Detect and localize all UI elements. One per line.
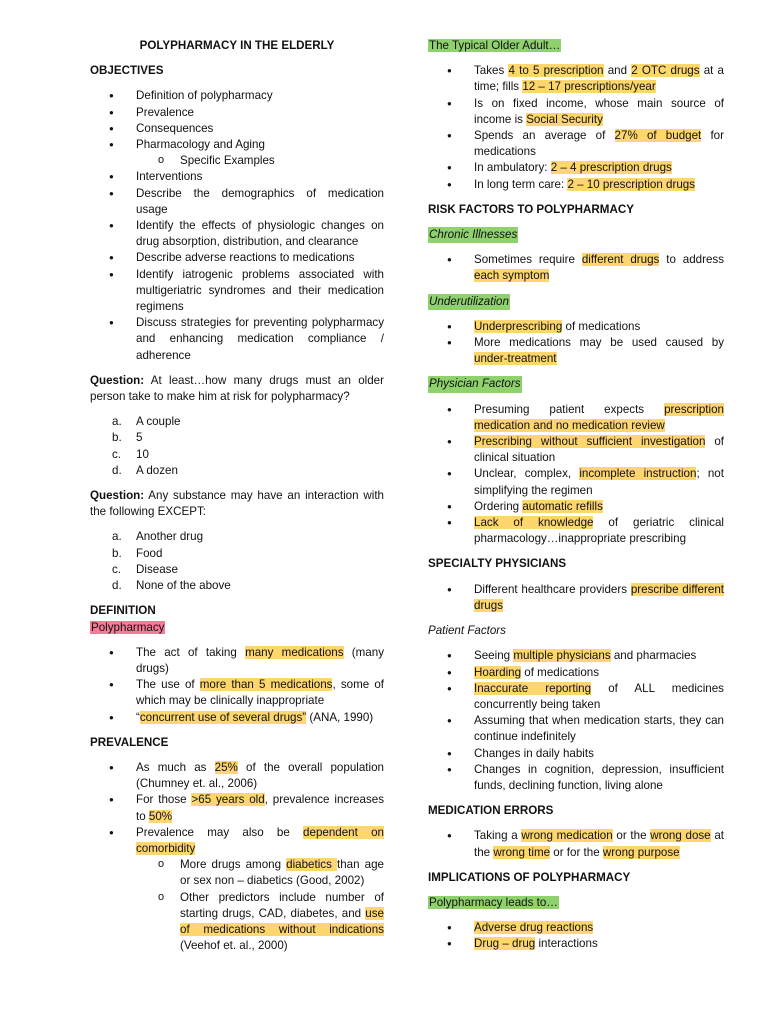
chronic-list	[428, 252, 724, 284]
question-text: At least…how many drugs must an older person take to make him at risk for polypharmacy?	[90, 373, 384, 404]
highlight: multiple physicians	[513, 649, 611, 663]
list-item: ● Consequences	[90, 121, 384, 137]
text: More drugs among	[180, 858, 287, 872]
option-item	[90, 414, 384, 430]
text: (ANA, 1990)	[306, 710, 374, 724]
highlight: each symptom	[474, 269, 550, 283]
list-item	[428, 335, 724, 367]
text: In long term care:	[474, 177, 568, 191]
objectives-list	[90, 88, 384, 153]
option-text: Another drug	[136, 530, 204, 544]
objectives-sublist	[90, 153, 384, 169]
prevalence-sublist	[90, 857, 384, 954]
list-item: ● Pharmacology and Aging	[90, 137, 384, 153]
question-text: Any substance may have an interaction with the following EXCEPT:	[90, 489, 384, 519]
text: , prevalence increases to	[136, 793, 384, 823]
highlight: Lack of knowledge	[474, 516, 594, 530]
list-item: ● Prevalence	[90, 105, 384, 121]
list-item: ● Definition of polypharmacy	[90, 88, 384, 104]
list-item	[428, 499, 724, 515]
physician-factors-heading: Physician Factors	[428, 376, 522, 392]
highlight: different drugs	[581, 253, 660, 267]
option-item	[90, 447, 384, 463]
objectives-heading: OBJECTIVES	[90, 64, 164, 78]
list-item	[90, 825, 384, 857]
list-item	[428, 466, 724, 498]
option-item	[90, 546, 384, 562]
highlight: 12 – 17 prescriptions/year	[522, 80, 656, 94]
text: As much as	[136, 760, 215, 774]
text: Unclear, complex,	[474, 467, 580, 481]
list-item	[428, 936, 724, 952]
option-item	[90, 578, 384, 594]
text: ; not simplifying the regimen	[474, 467, 724, 497]
list-item	[428, 665, 724, 681]
option-item	[90, 463, 384, 479]
highlight: wrong dose	[650, 829, 711, 843]
list-item: o Specific Examples	[90, 153, 384, 169]
option-marker: c.	[112, 447, 122, 461]
list-item	[90, 710, 384, 726]
list-item	[90, 645, 384, 677]
list-item	[428, 319, 724, 335]
list-item	[90, 857, 384, 889]
text: interactions	[535, 937, 598, 951]
question-1	[90, 373, 384, 405]
underutilization-heading: Underutilization	[428, 294, 510, 310]
list-item	[428, 63, 724, 95]
highlight: 50%	[148, 809, 173, 823]
option-item	[90, 430, 384, 446]
question-2	[90, 488, 384, 520]
highlight: 4 to 5 prescription	[508, 64, 604, 78]
text: For those	[136, 793, 192, 807]
list-item	[428, 828, 724, 860]
list-item: ● Changes in daily habits	[428, 746, 724, 762]
highlight: Hoarding	[474, 665, 522, 679]
option-text: A dozen	[136, 463, 178, 477]
list-item: ● Identify iatrogenic problems associated with multigeriatric syndromes and their medication regimens	[90, 267, 384, 316]
option-marker: a.	[112, 415, 122, 429]
text: of geriatric clinical pharmacology…inappropriate prescribing	[474, 516, 724, 546]
text: Seeing	[474, 649, 514, 663]
list-item	[428, 681, 724, 713]
question-1-options	[90, 414, 384, 479]
text: Spends an average of	[474, 129, 615, 143]
option-text: Disease	[136, 562, 178, 576]
underutilization-list	[428, 319, 724, 368]
implications-list	[428, 920, 724, 952]
objectives-list-cont	[90, 169, 384, 363]
text: of ALL medicines concurrently being taken	[474, 681, 724, 711]
text: and	[603, 64, 632, 78]
text: at a time; fills	[474, 64, 725, 94]
highlight: concurrent use of several drugs”	[139, 710, 307, 724]
question-2-options	[90, 529, 384, 594]
highlight: more than 5 medications	[199, 678, 333, 692]
text: to address	[659, 253, 724, 267]
highlight: prescription medication and no medication review	[474, 402, 724, 432]
left-column	[90, 38, 384, 954]
text: Ordering	[474, 499, 523, 513]
highlight: wrong medication	[521, 829, 613, 843]
typical-list	[428, 63, 724, 193]
list-item	[90, 760, 384, 792]
highlight: incomplete instruction	[579, 467, 697, 481]
text: and pharmacies	[610, 649, 697, 663]
text: at the	[474, 829, 725, 859]
definition-list	[90, 645, 384, 726]
list-item: ● Describe adverse reactions to medications	[90, 250, 384, 266]
highlight: Drug – drug	[474, 937, 536, 951]
risk-heading: RISK FACTORS TO POLYPHARMACY	[428, 202, 634, 216]
option-marker: c.	[112, 562, 122, 576]
text: Takes	[474, 64, 509, 78]
text: Other predictors include number of starting drugs, CAD, diabetes, and	[180, 890, 384, 920]
option-item	[90, 562, 384, 578]
text: than age or sex non – diabetics (Good, 2002)	[180, 858, 384, 888]
right-column	[428, 38, 724, 953]
highlight: Social Security	[526, 112, 603, 126]
text: In ambulatory:	[474, 161, 551, 175]
list-item: ● Identify the effects of physiologic changes on drug absorption, distribution, and clearance	[90, 218, 384, 250]
option-text: A couple	[136, 415, 181, 429]
medication-errors-list	[428, 828, 724, 860]
text: The use of	[136, 678, 200, 692]
option-marker: b.	[112, 546, 122, 560]
prevalence-heading: PREVALENCE	[90, 735, 169, 749]
text: or for the	[550, 845, 603, 859]
list-item: ● Assuming that when medication starts, they can continue indefinitely	[428, 713, 724, 745]
list-item	[428, 160, 724, 176]
list-item: ● Changes in cognition, depression, insufficient funds, declining function, living alone	[428, 762, 724, 794]
text: , some of which may be clinically inappropriate	[136, 678, 384, 708]
option-marker: b.	[112, 431, 122, 445]
patient-factors-list	[428, 648, 724, 794]
list-item	[428, 648, 724, 664]
text: Is on fixed income, whose main source of income is	[474, 96, 724, 126]
text: (Veehof et. al., 2000)	[180, 939, 288, 953]
definition-heading: DEFINITION	[90, 604, 156, 618]
list-item	[428, 128, 724, 160]
text: Sometimes require	[474, 253, 582, 267]
option-text: Food	[136, 546, 163, 560]
specialty-heading: SPECIALTY PHYSICIANS	[428, 557, 567, 571]
typical-heading: The Typical Older Adult…	[429, 39, 561, 52]
patient-factors-heading: Patient Factors	[428, 624, 506, 638]
highlight: Adverse drug reactions	[474, 921, 594, 935]
highlight: use of medications without indications	[180, 906, 384, 936]
text: Different healthcare providers	[474, 582, 631, 596]
option-text: None of the above	[136, 579, 231, 593]
highlight: Inaccurate reporting	[474, 681, 592, 695]
highlight: >65 years old	[191, 793, 265, 807]
text: for medications	[474, 129, 724, 159]
text: More medications may be used caused by	[474, 336, 724, 350]
question-label: Question:	[90, 373, 145, 387]
highlight: under-treatment	[474, 352, 557, 366]
highlight: many medications	[245, 645, 344, 659]
text: of medications	[521, 665, 600, 679]
specialty-list	[428, 582, 724, 614]
highlight: 2 OTC drugs	[631, 64, 700, 78]
highlight: 27% of budget	[614, 129, 702, 143]
option-marker: a.	[112, 530, 122, 544]
list-item: ● Describe the demographics of medication usage	[90, 186, 384, 218]
highlight: dependent on comorbidity	[136, 825, 384, 855]
option-item	[90, 529, 384, 545]
highlight: Prescribing without sufficient investigation	[474, 435, 706, 449]
list-item	[428, 96, 724, 128]
text: The act of taking	[136, 645, 246, 659]
highlight: 2 – 10 prescription drugs	[567, 177, 696, 191]
medication-errors-heading: MEDICATION ERRORS	[428, 804, 554, 818]
list-item	[90, 792, 384, 824]
list-item	[428, 252, 724, 284]
list-item	[90, 890, 384, 955]
question-label: Question:	[90, 489, 145, 503]
text: of the overall population (Chumney et. al., 2006)	[136, 760, 384, 791]
highlight: 25%	[214, 760, 238, 774]
list-item	[428, 434, 724, 466]
highlight: automatic refills	[522, 499, 603, 513]
text: Prevalence may also be	[136, 825, 304, 839]
document-title: POLYPHARMACY IN THE ELDERLY	[139, 39, 335, 52]
text: of medications	[562, 319, 641, 333]
option-text: 5	[136, 431, 143, 445]
implications-subheading: Polypharmacy leads to…	[429, 895, 558, 909]
definition-term: Polypharmacy	[91, 620, 165, 634]
list-item	[90, 677, 384, 709]
physician-factors-list	[428, 402, 724, 548]
list-item	[428, 515, 724, 547]
text: or the	[612, 829, 651, 843]
option-marker: d.	[112, 463, 122, 477]
option-text: 10	[136, 447, 149, 461]
text: of clinical situation	[474, 435, 724, 465]
highlight: Underprescribing	[474, 319, 563, 333]
highlight: wrong purpose	[602, 845, 680, 859]
list-item	[428, 582, 724, 614]
prevalence-list	[90, 760, 384, 857]
list-item: ● Discuss strategies for preventing polypharmacy and enhancing medication compliance / adherence	[90, 315, 384, 364]
text: “	[136, 710, 140, 724]
option-marker: d.	[112, 579, 122, 593]
implications-heading: IMPLICATIONS OF POLYPHARMACY	[428, 870, 631, 884]
list-item	[428, 402, 724, 434]
text: (many drugs)	[136, 645, 384, 675]
list-item: ● Interventions	[90, 169, 384, 185]
highlight: diabetics	[286, 858, 337, 872]
chronic-heading: Chronic Illnesses	[428, 227, 518, 243]
highlight: wrong time	[493, 845, 551, 859]
highlight: prescribe different drugs	[474, 582, 724, 612]
highlight: 2 – 4 prescription drugs	[550, 161, 672, 175]
text: Presuming patient expects	[474, 402, 665, 416]
list-item	[428, 920, 724, 936]
text: Taking a	[474, 829, 522, 843]
list-item	[428, 177, 724, 193]
